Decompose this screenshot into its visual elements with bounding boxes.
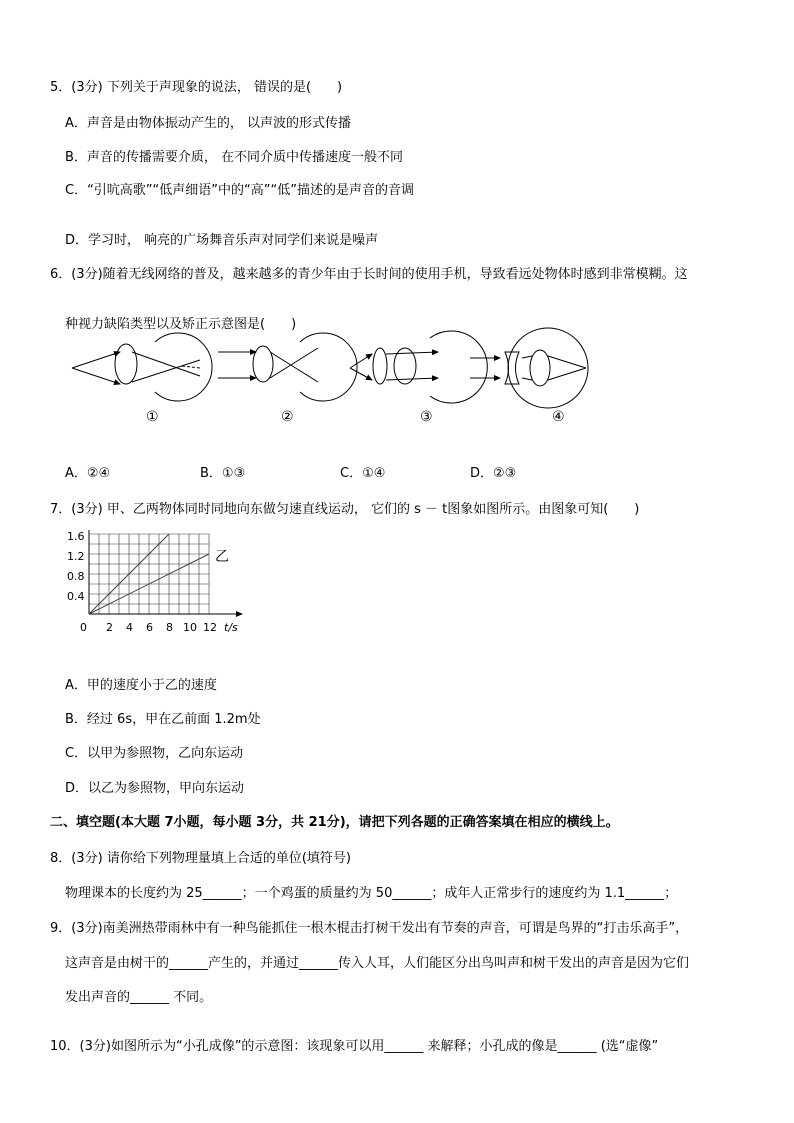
x-tick-12: 12 bbox=[203, 621, 217, 634]
eye-label-2: ② bbox=[281, 409, 294, 425]
q9-line1: 9．(3分)南美洲热带雨林中有一种鸟能抓住一根木棍击打树干发出有节奏的声音，可谓是鸟界的“打击乐高手”， bbox=[50, 921, 689, 936]
q7-option-d: D．以乙为参照物，甲向东运动 bbox=[65, 781, 245, 796]
x-tick-4: 4 bbox=[126, 621, 133, 634]
y-tick-0.8: 0.8 bbox=[67, 570, 85, 583]
eye-label-1: ① bbox=[146, 409, 159, 425]
q7-option-b: B．经过 6s，甲在乙前面 1.2m处 bbox=[65, 712, 261, 727]
q7-option-a: A．甲的速度小于乙的速度 bbox=[65, 678, 217, 693]
q6-option-d: D．②③ bbox=[470, 466, 517, 481]
q8-body: 物理课本的长度约为 25______；一个鸡蛋的质量约为 50______；成年人正常步行的速度约为 1.1______； bbox=[65, 886, 678, 901]
q5-option-b: B．声音的传播需要介质， 在不同介质中传播速度一般不同 bbox=[65, 150, 404, 165]
x-axis-unit: t/s bbox=[224, 621, 238, 634]
x-tick-6: 6 bbox=[146, 621, 153, 634]
eye-diagrams-figure bbox=[0, 330, 794, 450]
st-graph-grid bbox=[89, 534, 209, 614]
st-graph-axes bbox=[89, 530, 242, 614]
q6-option-c: C．①④ bbox=[340, 466, 386, 481]
q6-stem-line2: 种视力缺陷类型以及矫正示意图是( ) bbox=[65, 317, 297, 332]
q7-stem: 7．(3分) 甲、乙两物体同时同地向东做匀速直线运动， 它们的 s － t图象如图所示。由图象可知( ) bbox=[50, 502, 640, 517]
section2-heading: 二、填空题(本大题 7小题，每小题 3分，共 21分)，请把下列各题的正确答案填在相应的横线上。 bbox=[50, 815, 619, 830]
eye-diagram-3 bbox=[350, 331, 487, 403]
q7-option-c: C．以甲为参照物，乙向东运动 bbox=[65, 746, 244, 761]
q9-line3: 发出声音的______ 不同。 bbox=[65, 990, 213, 1005]
q6-option-a: A．②④ bbox=[65, 466, 111, 481]
q5-option-a: A．声音是由物体振动产生的， 以声波的形式传播 bbox=[65, 116, 352, 131]
eye-diagram-2 bbox=[218, 333, 357, 401]
x-tick-0: 0 bbox=[80, 621, 87, 634]
y-tick-0.4: 0.4 bbox=[67, 590, 85, 603]
q8-stem: 8．(3分) 请你给下列物理量填上合适的单位(填符号) bbox=[50, 851, 351, 866]
q6-stem-line1: 6．(3分)随着无线网络的普及，越来越多的青少年由于长时间的使用手机，导致看远处物体时感到非常模糊。这 bbox=[50, 267, 688, 282]
q10-line1: 10．(3分)如图所示为“小孔成像”的示意图：该现象可以用______ 来解释；小孔成的像是______ (选“虚像” bbox=[50, 1039, 659, 1054]
line-yi-label: 乙 bbox=[215, 549, 229, 565]
q5-option-d: D．学习时， 响亮的广场舞音乐声对同学们来说是噪声 bbox=[65, 233, 379, 248]
y-tick-1.2: 1.2 bbox=[67, 550, 85, 563]
q5-option-c: C．“引吭高歌”“低声细语”中的“高”“低”描述的是声音的音调 bbox=[65, 183, 414, 198]
x-tick-10: 10 bbox=[183, 621, 197, 634]
x-tick-2: 2 bbox=[106, 621, 113, 634]
q5-stem: 5．(3分) 下列关于声现象的说法， 错误的是( ) bbox=[50, 80, 343, 95]
eye-label-4: ④ bbox=[552, 409, 565, 425]
q9-line2: 这声音是由树干的______产生的，并通过______传入人耳，人们能区分出鸟叫声和树干发出的声音是因为它们 bbox=[65, 956, 690, 971]
x-tick-8: 8 bbox=[166, 621, 173, 634]
q6-option-b: B．①③ bbox=[200, 466, 246, 481]
eye-diagram-1 bbox=[72, 333, 212, 401]
y-tick-1.6: 1.6 bbox=[67, 530, 85, 543]
eye-label-3: ③ bbox=[420, 409, 433, 425]
